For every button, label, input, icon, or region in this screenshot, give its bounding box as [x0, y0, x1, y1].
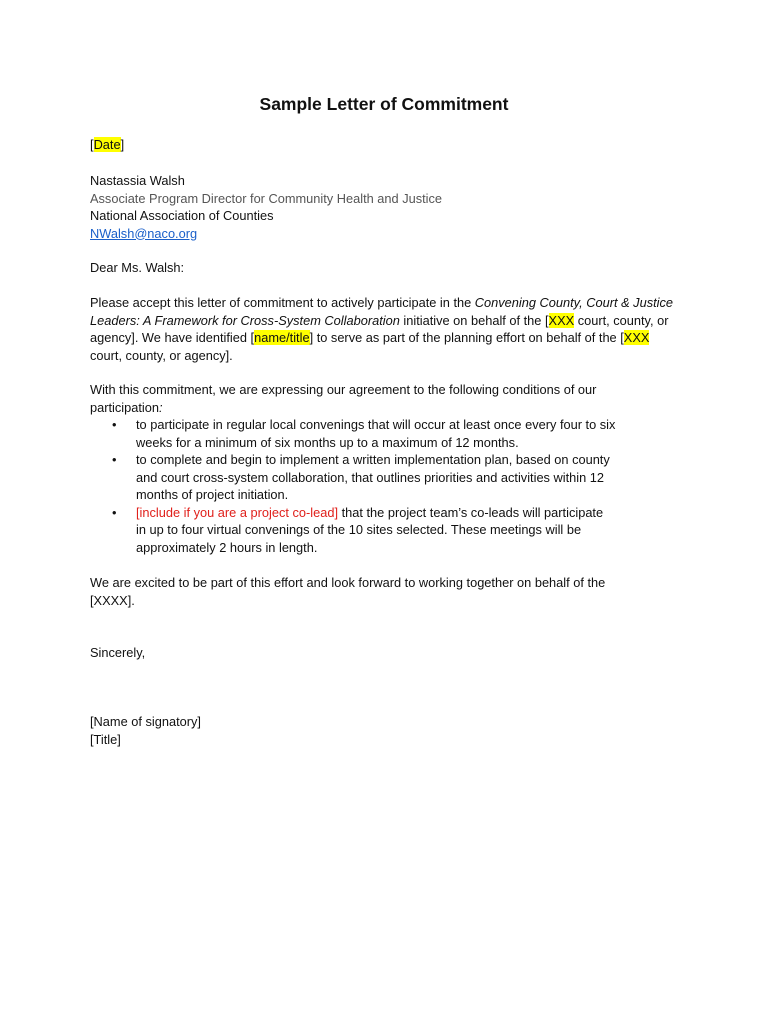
recipient-organization: National Association of Counties [90, 208, 274, 223]
recipient-name: Nastassia Walsh [90, 173, 185, 188]
para1-line-3: agency]. We have identified [name/title] to serve as part of the planning effort on behalf of the [XXX [90, 330, 650, 345]
recipient-block [90, 172, 680, 242]
list-item: • [include if you are a project co-lead] that the project team’s co-leads will participate in up to four virtual convenings of the 10 sites selected. These meetings will be approximately 2 hours in length. [112, 504, 604, 555]
bracket-close: ] [120, 137, 125, 152]
co-lead-note: [include if you are a project co-lead] [136, 504, 339, 520]
paragraph-2 [90, 381, 680, 556]
para2-line-2: participation: [90, 399, 163, 415]
name-title-placeholder: name/title [254, 330, 310, 345]
bullet-icon: • [112, 417, 117, 432]
salutation: Dear Ms. Walsh: [90, 260, 185, 275]
document-title: Sample Letter of Commitment [259, 94, 509, 114]
list-item: • to participate in regular local convenings that will occur at least once every four to six weeks for a minimum of six months up to a maximum of 12 months. [112, 417, 616, 450]
paragraph-1 [90, 294, 680, 364]
para1-line-1: Please accept this letter of commitment to actively participate in the Convening County, Court & Justice [90, 295, 674, 310]
bullet-icon: • [112, 504, 117, 520]
para2-line-1: With this commitment, we are expressing our agreement to the following conditions of our [90, 382, 597, 397]
signatory-name: [Name of signatory] [90, 714, 201, 729]
date-line [90, 136, 680, 154]
closing-paragraph: We are excited to be part of this effort and look forward to working together on behalf of the [XXXX]. [90, 575, 606, 608]
signatory-title: [Title] [90, 731, 121, 747]
conditions-list [90, 416, 680, 556]
para1-line-4: court, county, or agency]. [90, 347, 233, 363]
para1-line-2: Leaders: A Framework for Cross-System Collaboration initiative on behalf of the [XXX court, county, or [90, 312, 669, 328]
signature-block [90, 713, 680, 748]
recipient-email-link[interactable]: NWalsh@naco.org [90, 225, 198, 241]
recipient-position: Associate Program Director for Community Health and Justice [90, 190, 443, 206]
initiative-name-part-1: Convening County, Court & Justice [474, 295, 674, 310]
list-item: • to complete and begin to implement a written implementation plan, based on county and court cross-system collaboration, that outlines priorities and activities within 12 months of project initiation. [112, 452, 610, 502]
xxx-placeholder-2: XXX [623, 330, 650, 345]
date-placeholder: Date [93, 137, 121, 152]
initiative-name-part-2: Leaders: A Framework for Cross-System Collaboration [90, 312, 400, 328]
bracket-open: [ [90, 137, 94, 152]
xxx-placeholder-1: XXX [548, 312, 575, 328]
bullet-icon: • [112, 452, 117, 467]
signoff: Sincerely, [90, 645, 146, 660]
